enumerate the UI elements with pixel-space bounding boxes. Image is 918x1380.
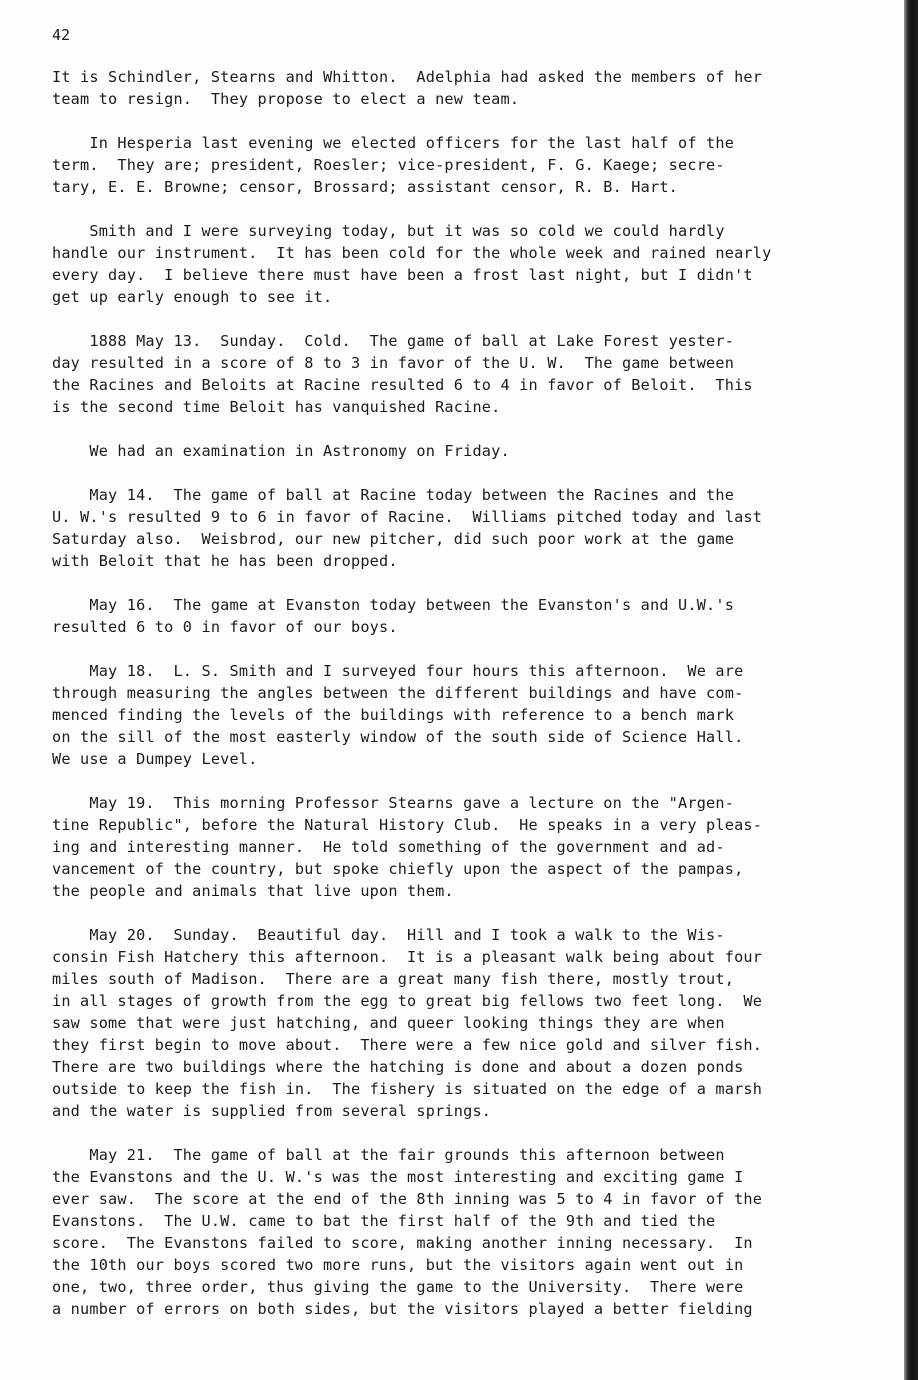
text-line: get up early enough to see it. — [52, 288, 333, 306]
text-line: in all stages of growth from the egg to great big fellows two feet long. We — [52, 992, 763, 1010]
text-line: It is Schindler, Stearns and Whitton. Adelphia had asked the members of her — [52, 68, 763, 86]
text-line: May 18. L. S. Smith and I surveyed four hours this afternoon. We are — [52, 662, 744, 680]
paragraph — [52, 66, 902, 110]
text-line: resulted 6 to 0 in favor of our boys. — [52, 618, 398, 636]
text-line: Smith and I were surveying today, but it was so cold we could hardly — [52, 222, 725, 240]
text-line: We use a Dumpey Level. — [52, 750, 258, 768]
text-line: the Racines and Beloits at Racine resulted 6 to 4 in favor of Beloit. This — [52, 376, 753, 394]
paragraph — [52, 660, 902, 770]
text-line: There are two buildings where the hatching is done and about a dozen ponds — [52, 1058, 744, 1076]
text-line: they first begin to move about. There were a few nice gold and silver fish. — [52, 1036, 763, 1054]
text-line: tary, E. E. Browne; censor, Brossard; assistant censor, R. B. Hart. — [52, 178, 679, 196]
text-line: team to resign. They propose to elect a new team. — [52, 90, 520, 108]
text-line: is the second time Beloit has vanquished Racine. — [52, 398, 501, 416]
text-line: the 10th our boys scored two more runs, but the visitors again went out in — [52, 1256, 744, 1274]
text-line: and the water is supplied from several springs. — [52, 1102, 492, 1120]
text-line: May 14. The game of ball at Racine today between the Racines and the — [52, 486, 735, 504]
text-line: the people and animals that live upon them. — [52, 882, 454, 900]
text-line: with Beloit that he has been dropped. — [52, 552, 398, 570]
text-line: Evanstons. The U.W. came to bat the first half of the 9th and tied the — [52, 1212, 716, 1230]
text-line: ing and interesting manner. He told something of the government and ad- — [52, 838, 725, 856]
text-line: saw some that were just hatching, and queer looking things they are when — [52, 1014, 725, 1032]
text-line: through measuring the angles between the different buildings and have com- — [52, 684, 744, 702]
text-line: a number of errors on both sides, but the visitors played a better fielding — [52, 1300, 753, 1318]
text-line: May 20. Sunday. Beautiful day. Hill and I took a walk to the Wis- — [52, 926, 725, 944]
text-line: May 21. The game of ball at the fair grounds this afternoon between — [52, 1146, 725, 1164]
text-line: menced finding the levels of the buildings with reference to a bench mark — [52, 706, 735, 724]
text-line: In Hesperia last evening we elected officers for the last half of the — [52, 134, 735, 152]
text-line: outside to keep the fish in. The fishery is situated on the edge of a marsh — [52, 1080, 763, 1098]
paragraph — [52, 1144, 902, 1320]
text-line: ever saw. The score at the end of the 8th inning was 5 to 4 in favor of the — [52, 1190, 763, 1208]
text-line: U. W.'s resulted 9 to 6 in favor of Racine. Williams pitched today and last — [52, 508, 763, 526]
paragraph — [52, 594, 902, 638]
text-line: on the sill of the most easterly window of the south side of Science Hall. — [52, 728, 744, 746]
text-line: one, two, three order, thus giving the game to the University. There were — [52, 1278, 744, 1296]
page-edge-shadow — [904, 0, 918, 1380]
paragraph — [52, 132, 902, 198]
text-line: vancement of the country, but spoke chiefly upon the aspect of the pampas, — [52, 860, 744, 878]
text-line: day resulted in a score of 8 to 3 in favor of the U. W. The game between — [52, 354, 735, 372]
text-line: term. They are; president, Roesler; vice-president, F. G. Kaege; secre- — [52, 156, 725, 174]
paragraph — [52, 924, 902, 1122]
paragraph — [52, 330, 902, 418]
document-body — [52, 66, 902, 1342]
text-line: the Evanstons and the U. W.'s was the most interesting and exciting game I — [52, 1168, 744, 1186]
text-line: consin Fish Hatchery this afternoon. It is a pleasant walk being about four — [52, 948, 763, 966]
text-line: handle our instrument. It has been cold for the whole week and rained nearly — [52, 244, 772, 262]
text-line: miles south of Madison. There are a great many fish there, mostly trout, — [52, 970, 735, 988]
paragraph — [52, 792, 902, 902]
text-line: tine Republic", before the Natural History Club. He speaks in a very pleas- — [52, 816, 763, 834]
text-line: 1888 May 13. Sunday. Cold. The game of ball at Lake Forest yester- — [52, 332, 735, 350]
page-number: 42 — [52, 26, 71, 44]
paragraph — [52, 220, 902, 308]
text-line: We had an examination in Astronomy on Friday. — [52, 442, 510, 460]
text-line: score. The Evanstons failed to score, making another inning necessary. In — [52, 1234, 753, 1252]
text-line: Saturday also. Weisbrod, our new pitcher, did such poor work at the game — [52, 530, 735, 548]
text-line: every day. I believe there must have been a frost last night, but I didn't — [52, 266, 753, 284]
text-line: May 16. The game at Evanston today between the Evanston's and U.W.'s — [52, 596, 735, 614]
paragraph — [52, 440, 902, 462]
text-line: May 19. This morning Professor Stearns gave a lecture on the "Argen- — [52, 794, 735, 812]
paragraph — [52, 484, 902, 572]
